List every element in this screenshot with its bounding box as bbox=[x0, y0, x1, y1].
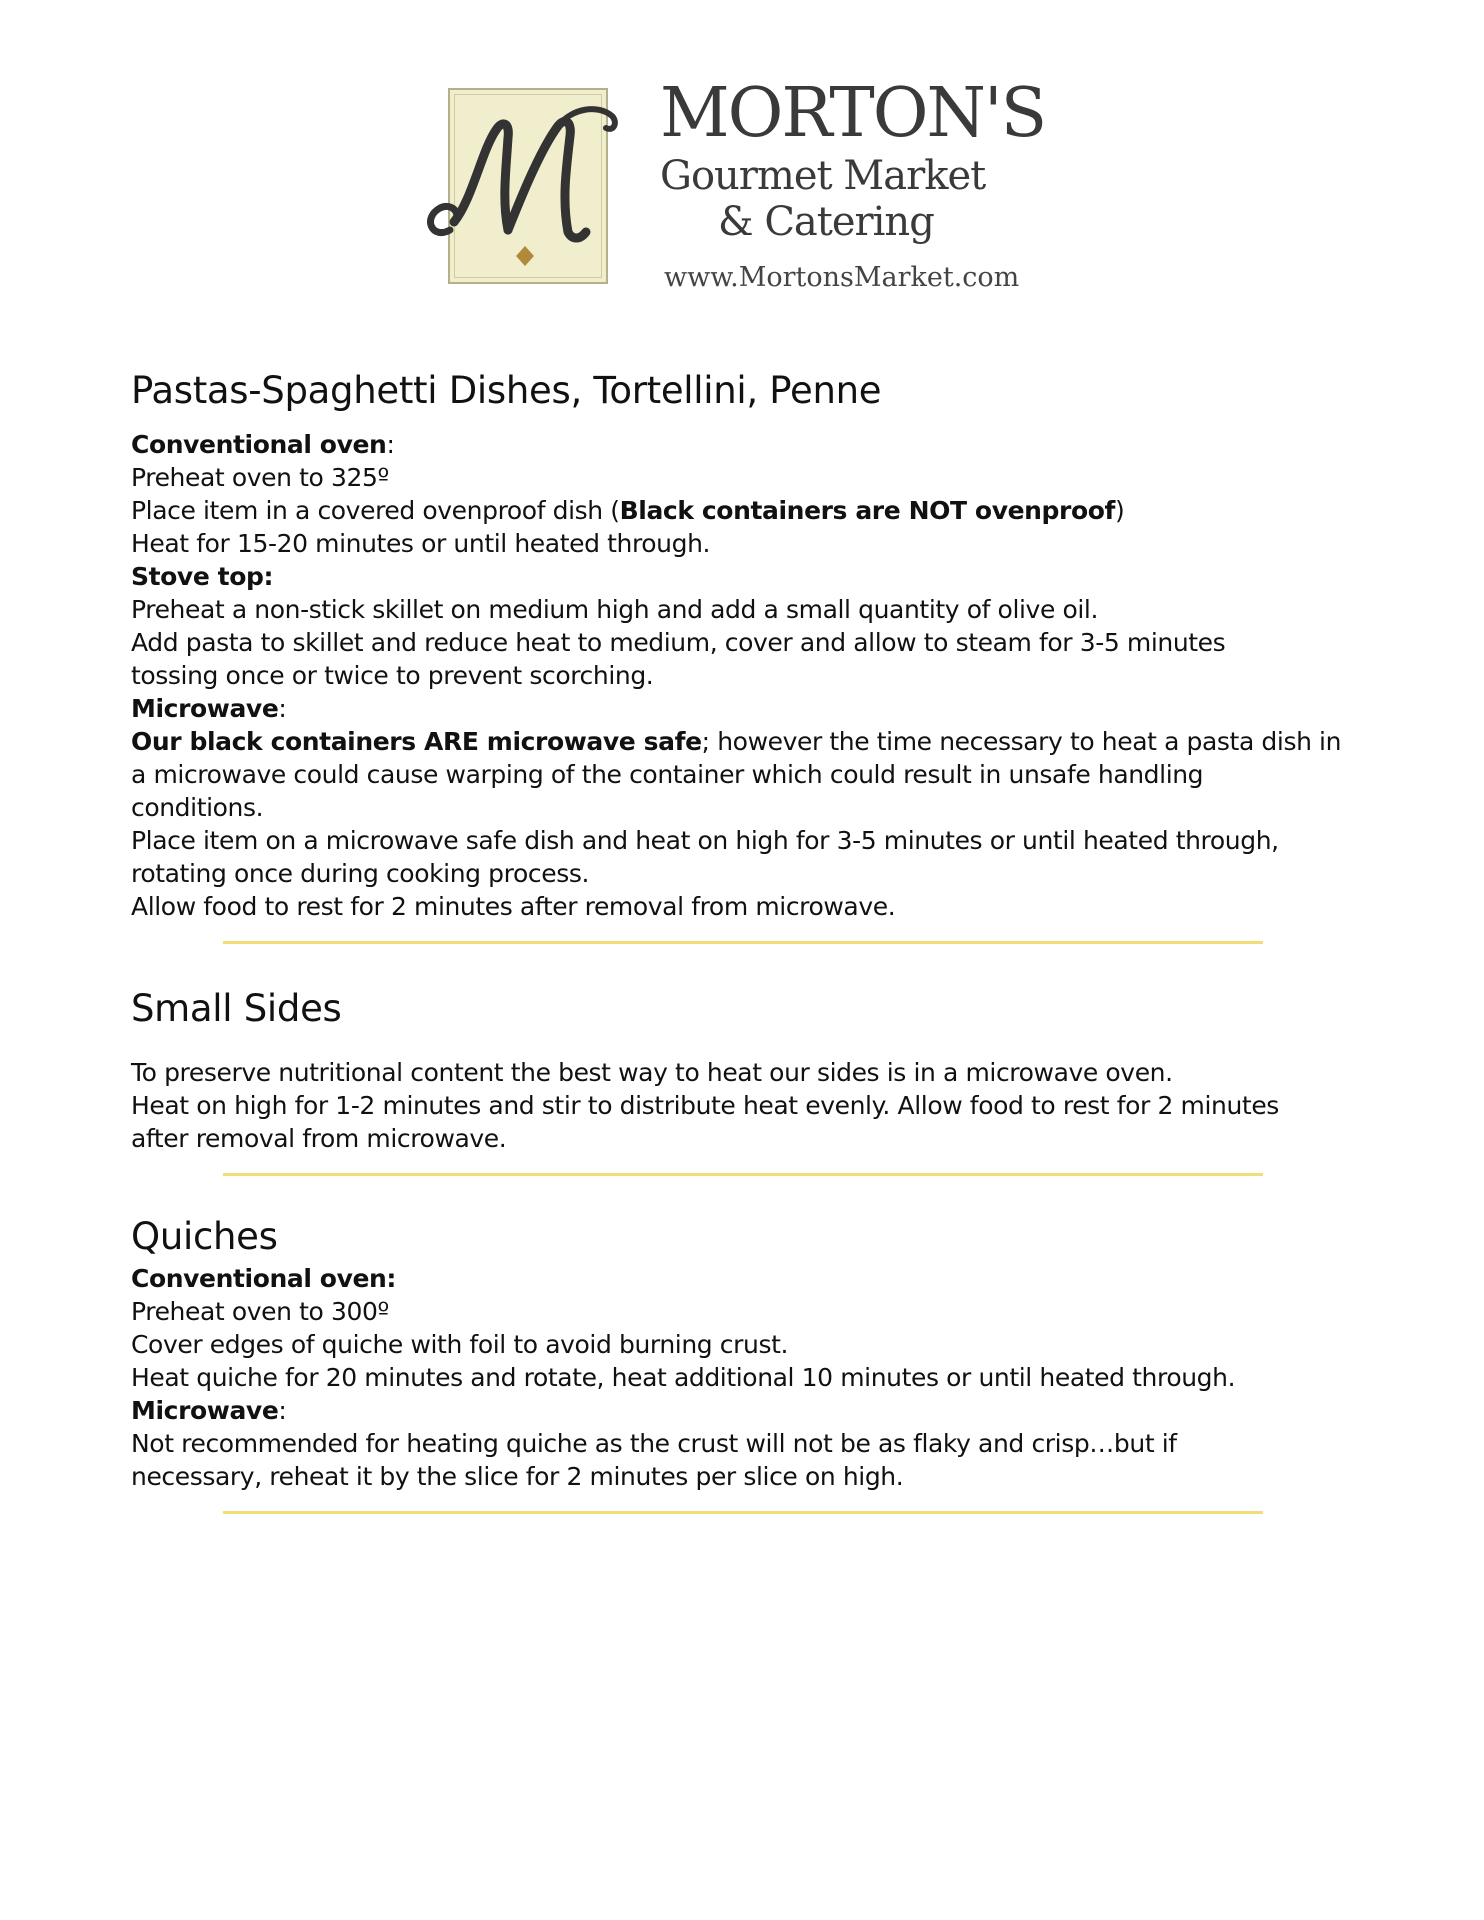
section-divider bbox=[223, 1511, 1263, 1514]
quiche-conventional-label: Conventional oven: bbox=[131, 1264, 397, 1293]
pasta-microwave-line-1-rest: ; however the time necessary to heat a pasta dish in bbox=[701, 727, 1342, 756]
quiche-microwave-line-2: necessary, reheat it by the slice for 2 minutes per slice on high. bbox=[131, 1462, 904, 1491]
section-title-small-sides: Small Sides bbox=[131, 987, 342, 1030]
pasta-conventional-line-2-end: ) bbox=[1115, 496, 1125, 525]
pasta-microwave-line-3: conditions. bbox=[131, 793, 264, 822]
pasta-microwave-colon: : bbox=[278, 694, 287, 723]
document-content bbox=[131, 368, 1361, 1514]
pasta-microwave-line-5: rotating once during cooking process. bbox=[131, 859, 590, 888]
section-divider bbox=[223, 941, 1263, 944]
pasta-conventional-line-2 bbox=[131, 494, 1361, 527]
pasta-conventional-line-3: Heat for 15-20 minutes or until heated through. bbox=[131, 529, 711, 558]
pasta-stove-heading bbox=[131, 560, 1361, 593]
quiche-conventional-line-1: Preheat oven to 300º bbox=[131, 1297, 389, 1326]
sides-line-1: To preserve nutritional content the best way to heat our sides is in a microwave oven. bbox=[131, 1058, 1173, 1087]
logo-monogram-m-icon bbox=[422, 90, 622, 270]
sides-line-3: after removal from microwave. bbox=[131, 1124, 507, 1153]
section-pasta bbox=[131, 368, 1361, 923]
logo-subtitle-market: Gourmet Market bbox=[660, 153, 986, 199]
quiche-microwave-heading bbox=[131, 1394, 1361, 1427]
pasta-microwave-heading bbox=[131, 692, 1361, 725]
logo-diamond-icon bbox=[516, 246, 534, 266]
pasta-stove-line-2: Add pasta to skillet and reduce heat to medium, cover and allow to steam for 3-5 minutes bbox=[131, 628, 1226, 657]
quiche-conventional-line-2: Cover edges of quiche with foil to avoid burning crust. bbox=[131, 1330, 789, 1359]
logo-url: www.MortonsMarket.com bbox=[664, 262, 1020, 293]
pasta-black-containers-warning: Black containers are NOT ovenproof bbox=[619, 496, 1116, 525]
pasta-conventional-colon: : bbox=[386, 430, 395, 459]
sides-line-2: Heat on high for 1-2 minutes and stir to distribute heat evenly. Allow food to rest for 2 minutes bbox=[131, 1091, 1279, 1120]
pasta-stove-label: Stove top: bbox=[131, 562, 274, 591]
pasta-conventional-line-1: Preheat oven to 325º bbox=[131, 463, 389, 492]
pasta-stove-line-3: tossing once or twice to prevent scorching. bbox=[131, 661, 654, 690]
pasta-conventional-line-2-start: Place item in a covered ovenproof dish ( bbox=[131, 496, 620, 525]
pasta-microwave-line-2: a microwave could cause warping of the container which could result in unsafe handling bbox=[131, 760, 1204, 789]
quiche-microwave-colon: : bbox=[278, 1396, 287, 1425]
pasta-microwave-line-1 bbox=[131, 725, 1361, 758]
logo-name: MORTON'S bbox=[660, 74, 1046, 153]
pasta-microwave-line-6: Allow food to rest for 2 minutes after removal from microwave. bbox=[131, 892, 896, 921]
pasta-microwave-label: Microwave bbox=[131, 694, 279, 723]
logo-subtitle-catering: & Catering bbox=[718, 199, 934, 245]
section-quiches bbox=[131, 1214, 1361, 1493]
quiche-conventional-line-3: Heat quiche for 20 minutes and rotate, heat additional 10 minutes or until heated through. bbox=[131, 1363, 1236, 1392]
section-title-pasta: Pastas-Spaghetti Dishes, Tortellini, Penne bbox=[131, 369, 882, 412]
pasta-conventional-label: Conventional oven bbox=[131, 430, 387, 459]
mortons-logo bbox=[428, 74, 1058, 293]
section-divider bbox=[223, 1173, 1263, 1176]
pasta-microwave-line-4: Place item on a microwave safe dish and heat on high for 3-5 minutes or until heated through, bbox=[131, 826, 1279, 855]
pasta-stove-line-1: Preheat a non-stick skillet on medium high and add a small quantity of olive oil. bbox=[131, 595, 1099, 624]
pasta-conventional-heading bbox=[131, 428, 1361, 461]
pasta-microwave-safe-note: Our black containers ARE microwave safe bbox=[131, 727, 702, 756]
section-small-sides bbox=[131, 986, 1361, 1155]
section-title-quiches: Quiches bbox=[131, 1215, 278, 1258]
quiche-microwave-label: Microwave bbox=[131, 1396, 279, 1425]
quiche-conventional-heading bbox=[131, 1262, 1361, 1295]
quiche-microwave-line-1: Not recommended for heating quiche as the crust will not be as flaky and crisp…but if bbox=[131, 1429, 1177, 1458]
